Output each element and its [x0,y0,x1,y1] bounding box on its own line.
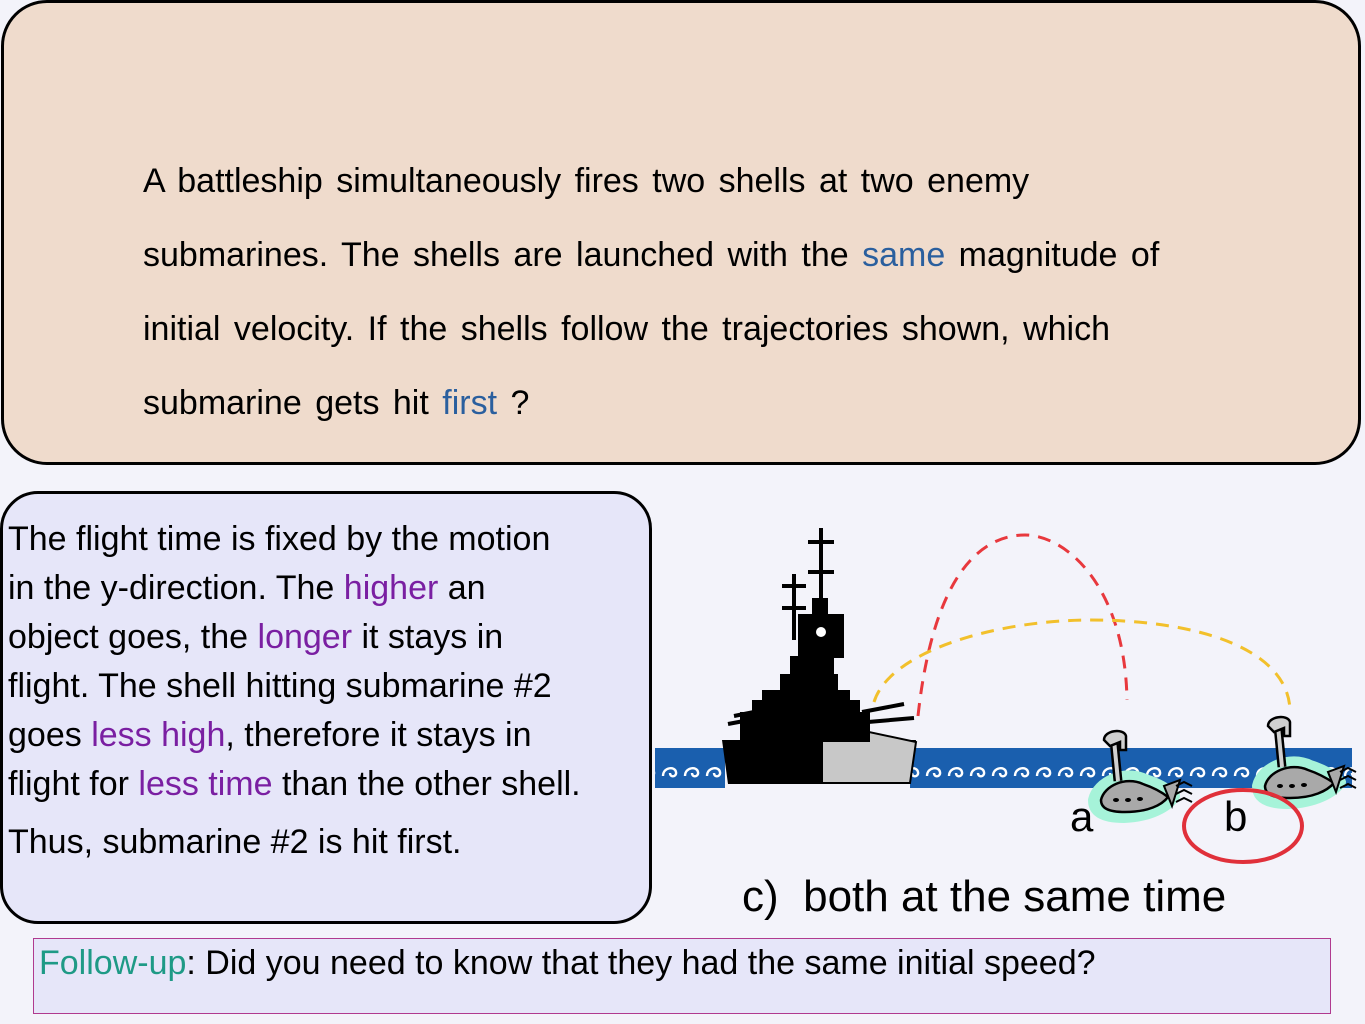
trajectory-diagram [650,515,1365,875]
keyword-longer: longer [257,618,353,656]
explanation-line-6-start: flight for [8,765,139,803]
question-line-4 [143,366,1253,440]
explanation-line-2-start: in the y-direction. The [8,569,344,607]
battleship-icon [722,528,916,784]
followup-text [39,944,1096,983]
question-line-2 [143,218,1253,292]
question-line-3: initial velocity. If the shells follow the trajectories shown, which [143,310,1110,348]
explanation-line-1: The flight time is fixed by the motion [8,520,551,558]
followup-question: : Did you need to know that they had the same initial speed? [186,944,1096,982]
label-a: a [1070,793,1094,840]
explanation-line-2 [8,564,648,613]
low-trajectory [874,620,1290,712]
keyword-less-high: less high [91,716,226,754]
explanation-line-3-end: it stays in [352,618,504,656]
explanation-line-6-end: than the other shell. [272,765,581,803]
question-line-4-end: ? [497,384,530,422]
keyword-less-time: less time [138,765,273,803]
question-line-2-end: magnitude of [945,236,1160,274]
question-line-4-start: submarine gets hit [143,384,443,422]
explanation-conclusion: Thus, submarine #2 is hit first. [8,823,462,861]
keyword-first: first [442,384,498,422]
followup-label: Follow-up [39,944,187,982]
question-line-2-start: submarines. The shells are launched with the [143,236,863,274]
label-b: b [1224,793,1248,840]
high-trajectory [918,535,1127,716]
explanation-line-3-start: object goes, the [8,618,258,656]
explanation-line-5-end: , therefore it stays in [225,716,532,754]
keyword-same: same [862,236,946,274]
explanation-line-5 [8,711,648,760]
option-c: c) both at the same time [742,872,1227,921]
question-line-1: A battleship simultaneously fires two shells at two enemy [143,162,1030,200]
explanation-text [8,515,648,867]
explanation-line-3 [8,613,648,662]
explanation-line-5-start: goes [8,716,92,754]
explanation-line-2-end: an [438,569,486,607]
keyword-higher: higher [343,569,439,607]
question-text [143,144,1253,440]
explanation-line-4: flight. The shell hitting submarine #2 [8,667,552,705]
explanation-line-6 [8,760,648,809]
